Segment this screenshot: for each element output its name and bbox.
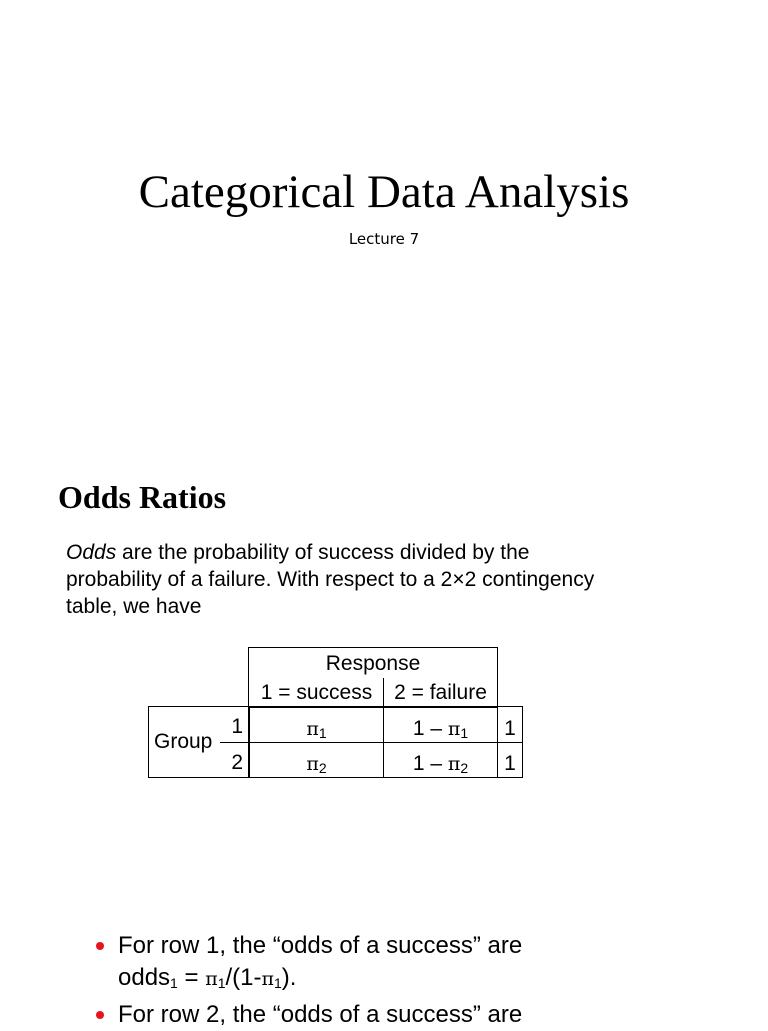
bullet-line: For row 2, the “odds of a success” are [118, 1001, 523, 1028]
subscript: 1 [460, 725, 469, 741]
table-row-2-total [497, 742, 523, 778]
intro-paragraph [66, 539, 706, 620]
formula-middle: /(1- [225, 964, 262, 991]
row-2-failure-cell [384, 752, 497, 780]
bullet-item-row-1 [94, 930, 694, 999]
failure-column-header: 2 = failure [394, 681, 487, 704]
section-heading: Odds Ratios [58, 479, 227, 515]
row-2-total-cell: 1 [504, 752, 516, 775]
bullet-dot-icon [96, 942, 104, 950]
group-label-cell [148, 706, 250, 778]
subscript: 2 [318, 760, 327, 776]
pi-symbol: π [306, 753, 319, 775]
bullet-dot-icon [96, 1011, 104, 1019]
odds-word: odds [118, 964, 171, 991]
bullet-item-row-2 [94, 999, 694, 1031]
row-1-total-cell: 1 [504, 717, 516, 740]
intro-line-1 [66, 539, 706, 566]
group-label: Group [154, 730, 213, 753]
group-index-divider [220, 742, 250, 743]
failure-prefix: 1 – [412, 717, 448, 740]
intro-line-2: probability of a failure. With respect to a 2×2 contingency [66, 568, 595, 591]
slide-title: Categorical Data Analysis [138, 166, 630, 218]
pi-symbol: π [261, 968, 274, 990]
table-column-divider [383, 678, 384, 708]
row-1-index: 1 [231, 715, 243, 738]
success-column-header: 1 = success [260, 681, 373, 704]
odds-formula [118, 962, 694, 999]
subscript: 1 [274, 975, 282, 991]
pi-symbol: π [306, 718, 319, 740]
equals-sign: = [177, 964, 206, 991]
row-1-success-cell [250, 717, 383, 745]
formula-end: ). [281, 964, 297, 991]
failure-prefix: 1 – [412, 752, 448, 775]
row-2-index: 2 [231, 751, 243, 774]
response-header: Response [325, 652, 421, 675]
row-1-failure-cell [384, 717, 497, 745]
subscript: 1 [170, 975, 178, 991]
intro-line-3: table, we have [66, 595, 202, 618]
table-row-1 [248, 706, 384, 743]
subscript: 1 [318, 725, 327, 741]
pi-symbol: π [447, 753, 461, 775]
bullet-list [94, 930, 694, 1031]
odds-term: Odds [66, 541, 117, 564]
pi-symbol: π [447, 718, 461, 740]
table-row-2 [248, 742, 384, 778]
table-header-box [248, 647, 498, 708]
table-row-1-total [497, 706, 523, 743]
row-2-success-cell [250, 752, 383, 780]
pi-symbol: π [205, 968, 218, 990]
bullet-line: For row 1, the “odds of a success” are [118, 932, 523, 959]
table-row-1-failure [383, 706, 498, 743]
subscript: 1 [217, 975, 226, 991]
subscript: 2 [460, 760, 469, 776]
intro-line-1-rest: are the probability of success divided by the [116, 541, 530, 564]
slide-subtitle: Lecture 7 [348, 230, 420, 248]
table-row-2-failure [383, 742, 498, 778]
